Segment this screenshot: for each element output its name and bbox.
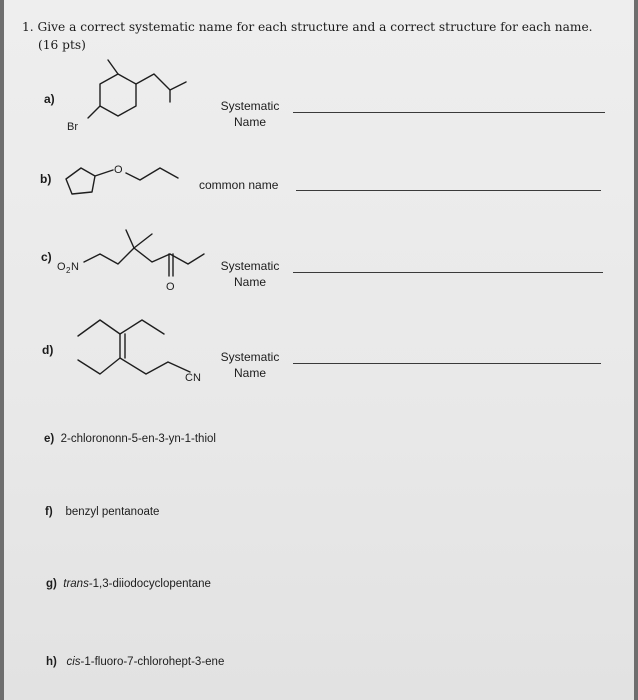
part-b-label: b) bbox=[40, 172, 52, 186]
structure-d bbox=[78, 320, 201, 384]
structure-c-chain bbox=[84, 248, 204, 264]
part-h-label: h) bbox=[46, 656, 57, 668]
structure-a-chain bbox=[136, 74, 170, 102]
structure-c-subscript: 2 bbox=[66, 266, 71, 275]
part-a-prompt-line1: Systematic bbox=[220, 99, 280, 113]
part-a-label: a) bbox=[44, 92, 55, 106]
part-g-rest: -1,3-diiodocyclopentane bbox=[88, 578, 211, 590]
part-f-name: benzyl pentanoate bbox=[65, 506, 160, 518]
structure-b bbox=[66, 164, 178, 194]
structure-b-o-label: O bbox=[114, 164, 123, 176]
structure-b-ring bbox=[66, 168, 95, 194]
question-number: 1. bbox=[22, 20, 34, 34]
structure-a-ring bbox=[100, 74, 136, 116]
question-points: (16 pts) bbox=[38, 38, 86, 52]
part-g-prefix: trans bbox=[63, 578, 89, 590]
part-f-label: f) bbox=[45, 506, 53, 518]
part-h-rest: -1-fluoro-7-chlorohept-3-ene bbox=[80, 656, 225, 668]
part-d-label: d) bbox=[42, 343, 54, 357]
part-b-prompt: common name bbox=[199, 178, 279, 192]
part-d-prompt-line2: Name bbox=[233, 366, 266, 380]
structure-b-ethyl bbox=[126, 168, 178, 180]
structure-a-branch bbox=[170, 82, 186, 90]
structure-c-methyl-1 bbox=[126, 230, 134, 248]
question-text: Give a correct systematic name for each structure and a correct structure for each name. bbox=[37, 20, 593, 34]
part-e-label: e) bbox=[44, 433, 55, 445]
structure-c-methyl-2 bbox=[134, 234, 152, 248]
structure-a-br-label: Br bbox=[67, 121, 78, 133]
structure-a bbox=[67, 60, 186, 133]
part-e-name: 2-chlorononn-5-en-3-yn-1-thiol bbox=[60, 433, 216, 445]
part-h-prefix: cis bbox=[66, 656, 81, 668]
structure-d-bottom-chain bbox=[78, 358, 190, 374]
structure-a-methyl bbox=[108, 60, 118, 74]
structure-c-n-label: N bbox=[71, 261, 79, 273]
structure-c bbox=[57, 230, 204, 293]
part-d-prompt-line1: Systematic bbox=[220, 350, 280, 364]
part-a-prompt-line2: Name bbox=[233, 115, 266, 129]
part-c-prompt-line1: Systematic bbox=[220, 259, 280, 273]
part-c-label: c) bbox=[41, 250, 52, 264]
part-g-label: g) bbox=[46, 578, 57, 590]
structure-a-br-bond bbox=[88, 106, 100, 118]
part-c-prompt-line2: Name bbox=[233, 275, 266, 289]
structure-d-cn-label: CN bbox=[185, 372, 201, 384]
structure-c-carbonyl-o-label: O bbox=[166, 281, 175, 293]
structure-d-top-chain bbox=[78, 320, 164, 336]
structure-b-o-bond-1 bbox=[95, 170, 113, 176]
structure-c-o-label: O bbox=[57, 261, 66, 273]
